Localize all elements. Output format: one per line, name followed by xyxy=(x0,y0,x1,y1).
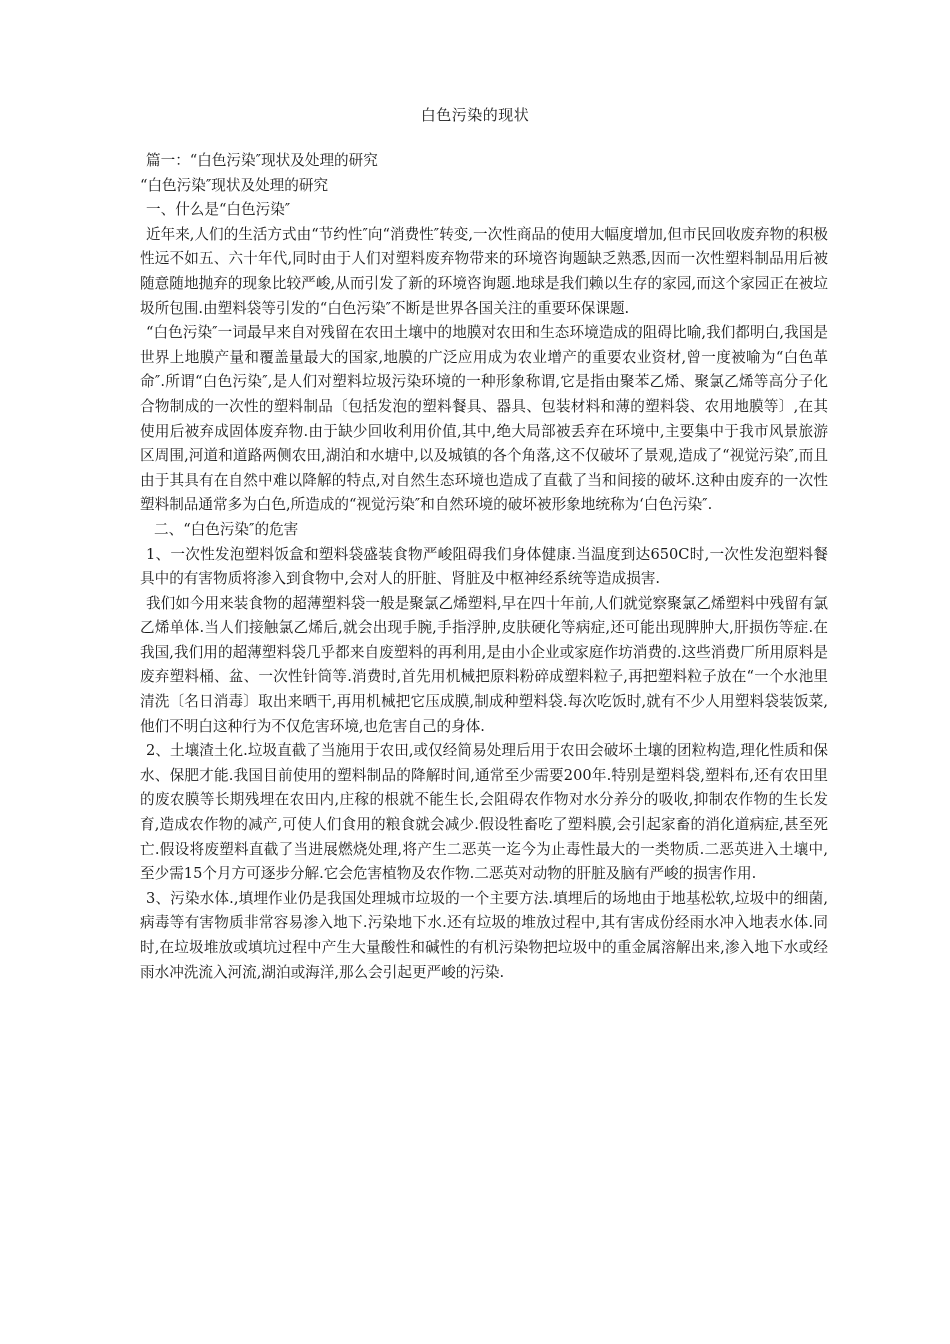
paragraph: 一、什么是“白色污染″ xyxy=(146,201,291,219)
paragraph: 我们如今用来装食物的超薄塑料袋一般是聚氯乙烯塑料,早在四十年前,人们就觉察聚氯乙烯塑料中残留有氯乙烯单体.当人们接触氯乙烯后,就会出现手腕,手指浮肿,皮肤硬化等病症,还可能出现脾肿大,肝损伤等症.在我国,我们用的超薄塑料袋几乎都来自废塑料的再利用,是由小企业或家庭作坊消费的.这些消费厂所用原料是废弃塑料桶、盆、一次性针筒等.消费时,首先用机械把原料粉碎成塑料粒子,再把塑料粒子放在“一个水池里清洗〔名日消毒〕取出来晒干,再用机械把它压成膜,制成种塑料袋.每次吃饭时,就有不少人用塑料袋装饭菜,他们不明白这种行为不仅危害环境,也危害自己的身体. xyxy=(140,594,828,735)
paragraph: 篇一：“白色污染″现状及处理的研究 xyxy=(146,152,378,169)
paragraph: 2、土壤渣土化.垃圾直截了当施用于农田,或仅经简易处理后用于农田会破坏土壤的团粒构造,理化性质和保水、保肥才能.我国目前使用的塑料制品的降解时间,通常至少需要200年.特别是塑料袋,塑料布,还有农田里的废农膜等长期残埋在农田内,庄稼的根就不能生长,会阻碍农作物对水分养分的吸收,抑制农作物的生长发育,造成农作物的减产,可使人们食用的粮食就会减少.假设牲畜吃了塑料膜,会引起家畜的消化道病症,甚至死亡.假设将废塑料直截了当进展燃烧处理,将产生二恶英一迄今为止毒性最大的一类物质.二恶英进入土壤中,至少需15个月方可逐步分解.它会危害植物及农作物.二恶英对动物的肝脏及脑有严峻的损害作用. xyxy=(140,742,828,883)
paragraph: 1、一次性发泡塑料饭盒和塑料袋盛装食物严峻阻碍我们身体健康.当温度到达650C时,一次性发泡塑料餐具中的有害物质将渗入到食物中,会对人的肝脏、肾脏及中枢神经系统等造成损害. xyxy=(140,545,828,588)
paragraph: 近年来,人们的生活方式由“节约性″向“消费性″转变,一次性商品的使用大幅度增加,但市民回收废弃物的积极性远不如五、六十年代,同时由于人们对塑料废弃物带来的环境咨询题缺乏熟悉,因而一次性塑料制品用后被随意随地抛弃的现象比较严峻,从而引发了新的环境咨询题.地球是我们赖以生存的家园,而这个家园正在被垃圾所包围.由塑料袋等引发的“白色污染″不断是世界各国关注的重要环保课题. xyxy=(140,225,828,317)
paragraph: 二、“白色污染″的危害 xyxy=(154,520,299,538)
document-title: 白色污染的现状 xyxy=(420,106,530,124)
paragraph: “白色污染″一词最早来自对残留在农田土壤中的地膜对农田和生态环境造成的阻碍比喻,我们都明白,我国是世界上地膜产量和覆盖量最大的国家,地膜的广泛应用成为农业增产的重要农业资材,曾一度被喻为“白色革命″.所谓“白色污染″,是人们对塑料垃圾污染环境的一种形象称谓,它是指由聚苯乙烯、聚氯乙烯等高分子化合物制成的一次性的塑料制品〔包括发泡的塑料餐具、器具、包装材料和薄的塑料袋、农用地膜等〕,在其使用后被弃成固体废弃物.由于缺少回收利用价值,其中,绝大局部被丢弃在环境中,主要集中于我市风景旅游区周围,河道和道路两侧农田,湖泊和水塘中,以及城镇的各个角落,这不仅破坏了景观,造成了“视觉污染″,而且由于其具有在自然中难以降解的特点,对自然生态环境也造成了直截了当和间接的破坏.这种由废弃的一次性塑料制品通常多为白色,所造成的“视觉污染″和自然环境的破坏被形象地统称为‘白色污染″. xyxy=(140,324,828,514)
paragraph: “白色污染″现状及处理的研究 xyxy=(140,176,329,194)
paragraph: 3、污染水体.,填埋作业仍是我国处理城市垃圾的一个主要方法.填埋后的场地由于地基松软,垃圾中的细菌,病毒等有害物质非常容易渗入地下.污染地下水.还有垃圾的堆放过程中,其有害成份经雨水冲入地表水体.同时,在垃圾堆放或填坑过程中产生大量酸性和碱性的有机污染物把垃圾中的重金属溶解出来,渗入地下水或经雨水冲洗流入河流,湖泊或海洋,那么会引起更严峻的污染. xyxy=(140,889,828,981)
document-body xyxy=(140,149,828,985)
